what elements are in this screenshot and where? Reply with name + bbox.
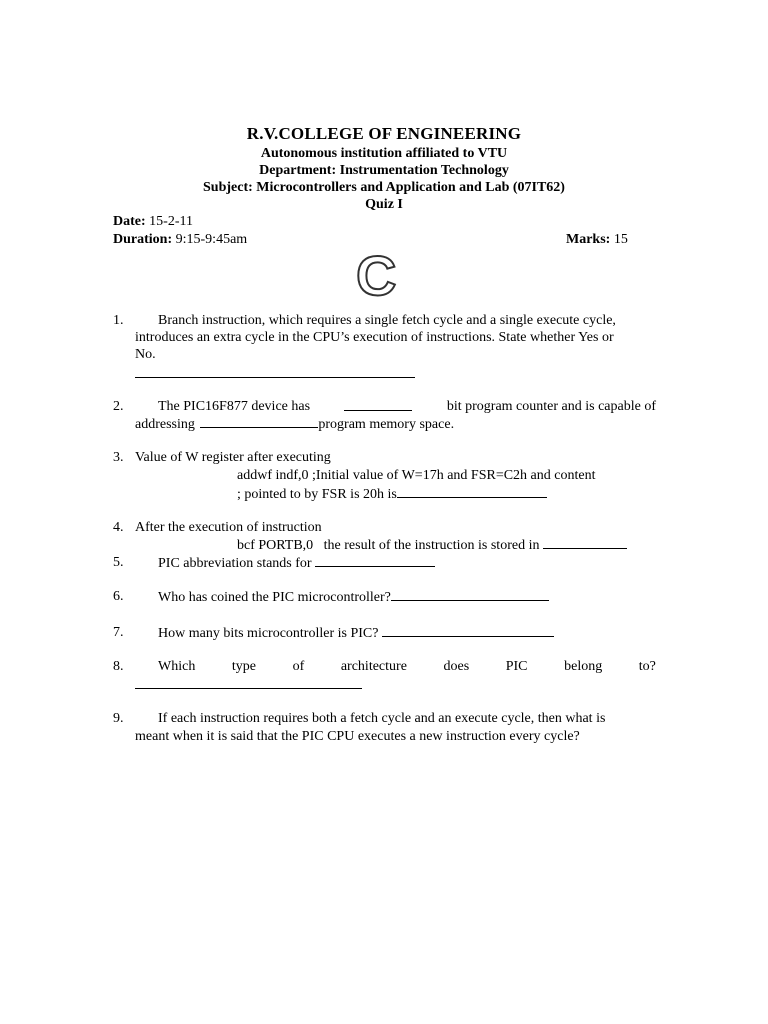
q5-text: PIC abbreviation stands for: [158, 556, 312, 571]
duration-label: Duration:: [113, 232, 173, 247]
q2-line2: [135, 415, 454, 434]
date-value: 15-2-11: [149, 214, 193, 229]
q1-line3: No.: [135, 347, 156, 362]
q2-line1: [158, 398, 656, 416]
q8-word: of: [292, 659, 305, 674]
q1-answer-line[interactable]: [135, 377, 415, 378]
q2-number: 2.: [113, 399, 124, 414]
quiz-title: Quiz I: [365, 197, 403, 212]
q2-blank-bits[interactable]: [344, 398, 412, 411]
q2-part4: program memory space.: [318, 417, 455, 432]
q3-line3-text: ; pointed to by FSR is 20h is: [237, 487, 397, 502]
date-line: [113, 214, 193, 230]
q6-text: Who has coined the PIC microcontroller?: [158, 590, 391, 605]
q9-line2: meant when it is said that the PIC CPU executes a new instruction every cycle?: [135, 729, 580, 744]
q6-line: [158, 588, 549, 607]
duration-value: 9:15-9:45am: [175, 232, 248, 247]
q4-line2-text: bcf PORTB,0 the result of the instruction is stored in: [237, 538, 540, 553]
q8-line1: [158, 658, 656, 676]
q2-blank-memory[interactable]: [200, 415, 318, 428]
affiliation: Autonomous institution affiliated to VTU: [260, 146, 508, 161]
q8-word: belong: [564, 659, 603, 674]
q3-line1: Value of W register after executing: [135, 450, 331, 465]
marks-line: [566, 232, 628, 248]
q5-blank[interactable]: [315, 554, 435, 567]
q4-blank[interactable]: [543, 536, 627, 549]
q2-part3: addressing: [135, 417, 195, 432]
duration-line: [113, 232, 247, 248]
q8-answer-line[interactable]: [135, 688, 362, 689]
q7-blank[interactable]: [382, 624, 554, 637]
date-label: Date:: [113, 214, 146, 229]
q3-blank[interactable]: [397, 485, 547, 498]
q4-number: 4.: [113, 520, 124, 535]
q2-part1: The PIC16F877 device has: [158, 399, 311, 414]
marks-value: 15: [613, 232, 628, 247]
subject: Subject: Microcontrollers and Application and Lab (07IT62): [203, 180, 565, 195]
q9-number: 9.: [113, 711, 124, 726]
department: Department: Instrumentation Technology: [259, 163, 509, 178]
q1-line2: introduces an extra cycle in the CPU’s execution of instructions. State whether Yes or: [135, 330, 614, 345]
q8-word: type: [231, 659, 257, 674]
q6-blank[interactable]: [391, 588, 549, 601]
marks-label: Marks:: [566, 232, 611, 247]
q4-line1: After the execution of instruction: [135, 520, 322, 535]
q4-line2: [237, 536, 627, 555]
q8-word: Which: [158, 659, 196, 674]
q1-line1: Branch instruction, which requires a single fetch cycle and a single execute cycle,: [158, 313, 616, 328]
q7-number: 7.: [113, 625, 124, 640]
q8-word: does: [443, 659, 470, 674]
q8-word: architecture: [340, 659, 407, 674]
q5-line: [158, 554, 435, 573]
q3-line3: [237, 485, 547, 504]
q3-line2: addwf indf,0 ;Initial value of W=17h and FSR=C2h and content: [237, 468, 596, 483]
q5-number: 5.: [113, 555, 124, 570]
q8-word: to?: [638, 659, 656, 674]
version-letter: C: [356, 244, 397, 307]
q9-line1: If each instruction requires both a fetch cycle and an execute cycle, then what is: [158, 711, 606, 726]
q3-number: 3.: [113, 450, 124, 465]
q2-part2: bit program counter and is capable of: [446, 399, 656, 414]
q1-number: 1.: [113, 313, 124, 328]
q7-text: How many bits microcontroller is PIC?: [158, 626, 379, 641]
q8-word: PIC: [505, 659, 528, 674]
q7-line: [158, 624, 554, 643]
q8-number: 8.: [113, 659, 124, 674]
college-name: R.V.COLLEGE OF ENGINEERING: [246, 124, 522, 143]
q6-number: 6.: [113, 589, 124, 604]
